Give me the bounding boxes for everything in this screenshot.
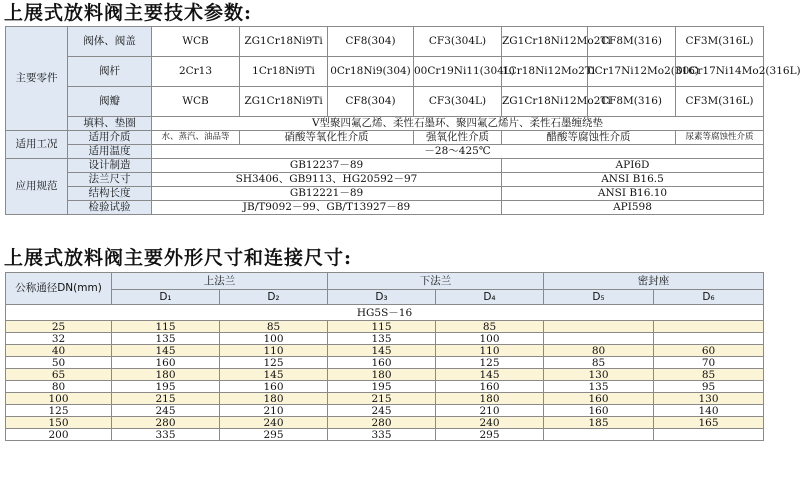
cell-dn: 32 [6,333,112,345]
standard-cell: SH3406、GB9113、HG20592－97 [152,173,502,187]
standard-cell: API598 [502,201,764,215]
table-row [6,393,764,405]
cell-dn: 50 [6,357,112,369]
cell-dn: 65 [6,369,112,381]
spec-cell: 1Cr18Ni9Ti [240,57,328,87]
media-label: 适用介质 [68,131,152,145]
lower-flange-header: 下法兰 [328,273,544,290]
cell-d3: 160 [328,357,436,369]
cell-d4: 110 [436,345,544,357]
spec-row-design [6,159,764,173]
cell-d1: 335 [112,429,220,441]
cell-d5 [544,333,654,345]
cell-dn: 80 [6,381,112,393]
standard-cell: API6D [502,159,764,173]
spec-cell: 00Cr19Ni11(304L) [414,57,502,87]
spec-title: 上展式放料阀主要技术参数: [4,2,253,24]
cell-d4: 145 [436,369,544,381]
table-row [6,333,764,345]
cell-dn: 200 [6,429,112,441]
disc-label: 阀瓣 [68,87,152,117]
cell-d6 [654,321,764,333]
cell-d3: 245 [328,405,436,417]
cell-dn: 25 [6,321,112,333]
packing-value: V型聚四氟乙烯、柔性石墨环、聚四氟乙烯片、柔性石墨缠绕垫 [152,117,764,131]
cell-d2: 180 [220,393,328,405]
group-conditions: 适用工况 [6,131,68,159]
cell-d4: 160 [436,381,544,393]
col-header-d4: D₄ [436,290,544,305]
cell-d2: 295 [220,429,328,441]
dims-subheader-row [6,290,764,305]
table-row [6,321,764,333]
spec-cell: CF8(304) [328,27,414,57]
cell-d6 [654,429,764,441]
cell-d3: 335 [328,429,436,441]
cell-d5: 135 [544,381,654,393]
cell-d4: 240 [436,417,544,429]
cell-d6: 85 [654,369,764,381]
spec-cell: 2Cr13 [152,57,240,87]
standard-cell: ANSI B16.5 [502,173,764,187]
table-row [6,429,764,441]
spec-cell: CF3(304L) [414,87,502,117]
cell-d1: 195 [112,381,220,393]
media-cell: 尿素等腐蚀性介质 [676,131,764,145]
dims-header-row [6,273,764,290]
cell-dn: 150 [6,417,112,429]
cell-d6: 70 [654,357,764,369]
cell-d1: 180 [112,369,220,381]
spec-row-stem [6,57,764,87]
table-row [6,345,764,357]
cell-d6: 165 [654,417,764,429]
cell-dn: 40 [6,345,112,357]
cell-d1: 115 [112,321,220,333]
spec-cell: CF3M(316L) [676,27,764,57]
cell-d3: 280 [328,417,436,429]
spec-cell: ZG1Cr18Ni12Mo2Ti [502,87,588,117]
cell-d4: 295 [436,429,544,441]
stem-label: 阀杆 [68,57,152,87]
cell-d3: 135 [328,333,436,345]
media-cell: 强氧化性介质 [414,131,502,145]
cell-d1: 135 [112,333,220,345]
spec-row-disc [6,87,764,117]
spec-table [5,26,801,215]
upper-flange-header: 上法兰 [112,273,328,290]
dims-title: 上展式放料阀主要外形尺寸和连接尺寸: [4,247,353,269]
cell-d3: 215 [328,393,436,405]
standard-cell: GB12221－89 [152,187,502,201]
spec-cell: CF8M(316) [588,27,676,57]
col-header-d5: D₅ [544,290,654,305]
design-label: 设计制造 [68,159,152,173]
test-label: 检验试验 [68,201,152,215]
table-row [6,369,764,381]
cell-d2: 160 [220,381,328,393]
table-row [6,357,764,369]
group-main-parts: 主要零件 [6,27,68,131]
cell-d3: 180 [328,369,436,381]
standard-label: HG5S－16 [6,305,764,321]
group-standards: 应用规范 [6,159,68,215]
cell-d1: 145 [112,345,220,357]
cell-d5 [544,429,654,441]
cell-d5: 80 [544,345,654,357]
seat-header: 密封座 [544,273,764,290]
spec-cell: 0Cr18Ni9(304) [328,57,414,87]
cell-d1: 280 [112,417,220,429]
spec-cell: ZG1Cr18Ni12Mo2Ti [502,27,588,57]
cell-d5 [544,321,654,333]
table-row [6,417,764,429]
media-cell: 醋酸等腐蚀性介质 [502,131,676,145]
cell-d4: 125 [436,357,544,369]
cell-d5: 185 [544,417,654,429]
standard-row [6,305,764,321]
spec-cell: CF8M(316) [588,87,676,117]
temp-label: 适用温度 [68,145,152,159]
cell-d4: 85 [436,321,544,333]
cell-d5: 160 [544,405,654,417]
table-row [6,405,764,417]
cell-d3: 195 [328,381,436,393]
dn-header: 公称通径DN(mm) [6,273,112,305]
cell-d2: 110 [220,345,328,357]
cell-d6 [654,333,764,345]
flange-label: 法兰尺寸 [68,173,152,187]
col-header-d1: D₁ [112,290,220,305]
cell-d5: 130 [544,369,654,381]
standard-cell: GB12237－89 [152,159,502,173]
spec-cell: 0Cr17Ni12Mo2(316) [588,57,676,87]
spec-row-body [6,27,764,57]
cell-d2: 240 [220,417,328,429]
media-cell: 水、蒸汽、油品等 [152,131,240,145]
spec-row-temp [6,145,764,159]
table-row [6,381,764,393]
cell-dn: 100 [6,393,112,405]
cell-d6: 95 [654,381,764,393]
cell-d6: 60 [654,345,764,357]
cell-d4: 210 [436,405,544,417]
cell-d5: 85 [544,357,654,369]
dims-table [5,272,764,441]
spec-cell: CF8(304) [328,87,414,117]
cell-d2: 85 [220,321,328,333]
spec-cell: WCB [152,87,240,117]
col-header-d3: D₃ [328,290,436,305]
col-header-d6: D₆ [654,290,764,305]
spec-cell: ZG1Cr18Ni9Ti [240,87,328,117]
packing-label: 填料、垫圈 [68,117,152,131]
spec-cell: CF3M(316L) [676,87,764,117]
standard-cell: ANSI B16.10 [502,187,764,201]
spec-row-media [6,131,764,145]
cell-d1: 215 [112,393,220,405]
spec-row-packing [6,117,764,131]
spec-cell: 00Cr17Ni14Mo2(316L) [676,57,764,87]
cell-d6: 140 [654,405,764,417]
cell-d1: 160 [112,357,220,369]
col-header-d2: D₂ [220,290,328,305]
cell-d2: 145 [220,369,328,381]
cell-d2: 210 [220,405,328,417]
spec-cell: WCB [152,27,240,57]
media-cell: 硝酸等氧化性介质 [240,131,414,145]
spec-row-test [6,201,764,215]
cell-d4: 100 [436,333,544,345]
cell-d4: 180 [436,393,544,405]
temp-value: －28～425℃ [152,145,764,159]
cell-dn: 125 [6,405,112,417]
length-label: 结构长度 [68,187,152,201]
spec-cell: 1Cr18Ni12Mo2Ti [502,57,588,87]
cell-d3: 115 [328,321,436,333]
standard-cell: JB/T9092－99、GB/T13927－89 [152,201,502,215]
spec-cell: ZG1Cr18Ni9Ti [240,27,328,57]
cell-d1: 245 [112,405,220,417]
body-label: 阀体、阀盖 [68,27,152,57]
spec-row-flange [6,173,764,187]
cell-d2: 100 [220,333,328,345]
spec-cell: CF3(304L) [414,27,502,57]
cell-d2: 125 [220,357,328,369]
cell-d5: 160 [544,393,654,405]
spec-row-length [6,187,764,201]
cell-d3: 145 [328,345,436,357]
cell-d6: 130 [654,393,764,405]
